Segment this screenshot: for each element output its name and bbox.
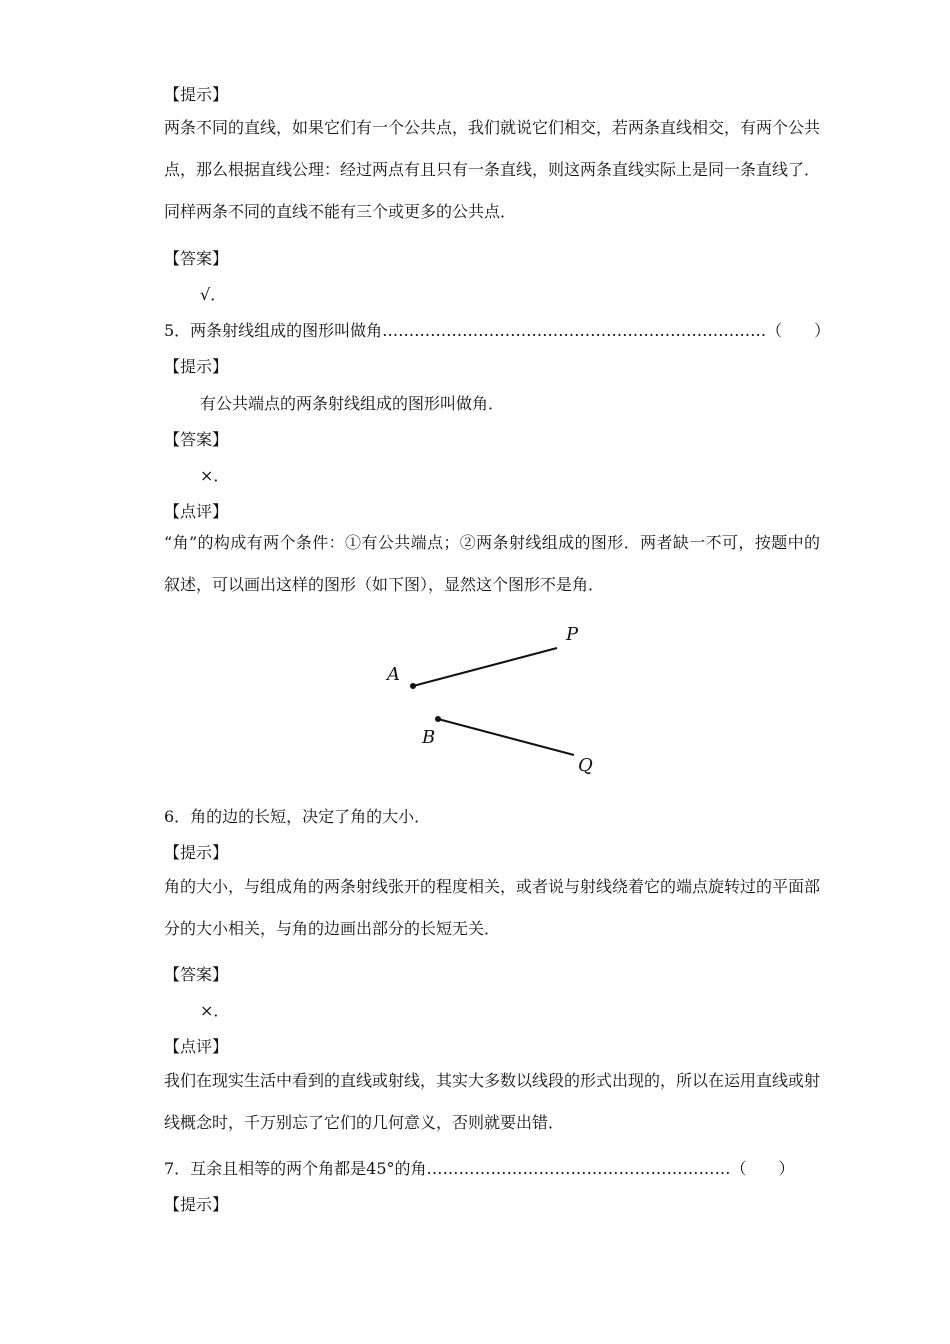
label-p: P [566, 624, 579, 645]
hint-label-7: 【提示】 [164, 1195, 229, 1214]
label-a: A [387, 664, 400, 685]
answer-label-4: 【答案】 [164, 249, 229, 268]
label-q: Q [578, 755, 593, 776]
hint-label-5: 【提示】 [164, 357, 229, 376]
hint-label-6: 【提示】 [164, 843, 229, 862]
answer-text-4: √． [200, 285, 227, 304]
hint-label-4: 【提示】 [164, 85, 229, 104]
question-7: 7．互余且相等的两个角都是45°的角…………………………………………………（ ） [164, 1159, 795, 1178]
comment-label-6: 【点评】 [164, 1037, 229, 1056]
comment-label-5: 【点评】 [164, 502, 229, 521]
hint-text-6: 角的大小，与组成角的两条射线张开的程度相关，或者说与射线绕着它的端点旋转过的平面部分的大小相关，与角的边画出部分的长短无关． [164, 877, 821, 938]
ray-bq [438, 719, 574, 755]
hint-text-4: 两条不同的直线，如果它们有一个公共点，我们就说它们相交，若两条直线相交，有两个公共点，那么根据直线公理：经过两点有且只有一条直线，则这两条直线实际上是同一条直线了．同样两条不同的直线不能有三个或更多的公共点． [164, 118, 821, 221]
question-6: 6．角的边的长短，决定了角的大小． [164, 807, 431, 826]
label-b: B [422, 727, 436, 748]
point-b [435, 716, 441, 722]
point-a [410, 683, 416, 689]
comment-text-6: 我们在现实生活中看到的直线或射线，其实大多数以线段的形式出现的，所以在运用直线或射线概念时，千万别忘了它们的几何意义，否则就要出错． [164, 1071, 821, 1132]
answer-label-5: 【答案】 [164, 430, 229, 449]
ray-ap [413, 648, 557, 686]
answer-text-5: ×． [200, 466, 230, 485]
question-5: 5．两条射线组成的图形叫做角………………………………………………………………（ ） [164, 321, 831, 340]
rays-figure [370, 615, 630, 785]
answer-label-6: 【答案】 [164, 965, 229, 984]
hint-text-5: 有公共端点的两条射线组成的图形叫做角． [200, 394, 505, 413]
comment-text-5: “角”的构成有两个条件：①有公共端点；②两条射线组成的图形．两者缺一不可，按题中的叙述，可以画出这样的图形（如下图），显然这个图形不是角． [164, 533, 820, 594]
answer-text-6: ×． [200, 1001, 230, 1020]
